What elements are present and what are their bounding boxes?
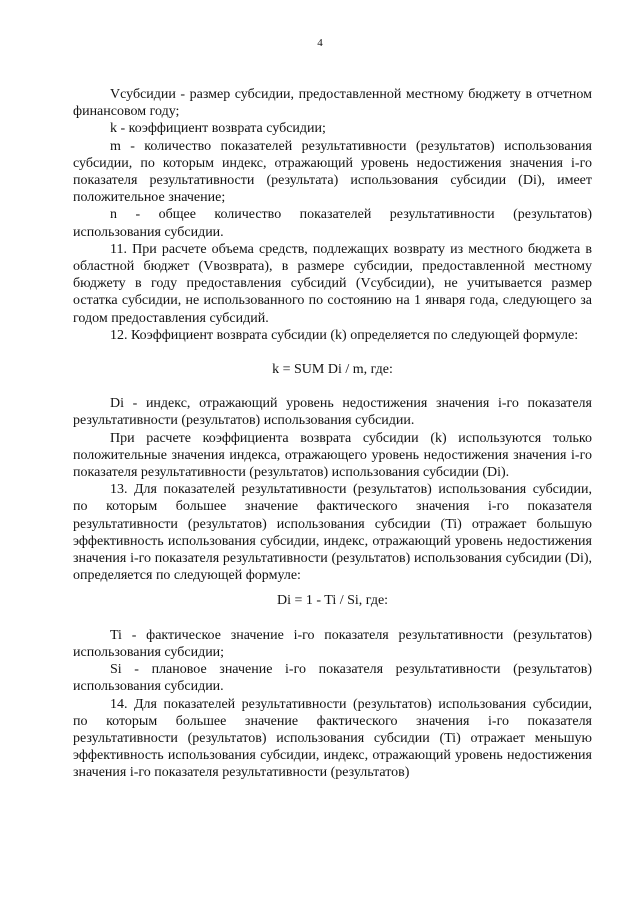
paragraph-k: k - коэффициент возврата субсидии;: [110, 121, 326, 137]
paragraph-m: m - количество показателей результативности (результатов) использования субсидии, по которым индекс, отражающий уровень недостижения значения i-го показателя результативности (результата) использования субсидии (Di), имеет положительное значение;: [73, 138, 592, 206]
formula-k: k = SUM Di / m, где:: [272, 362, 393, 378]
paragraph-si: Si - плановое значение i-го показателя результативности (результатов) использования субсидии.: [73, 662, 592, 695]
formula-di: Di = 1 - Ti / Si, где:: [276, 593, 389, 609]
document-body: [73, 86, 592, 782]
paragraph-14: 14. Для показателей результативности (результатов) использования субсидии, по которым большее значение фактического значения i-го показателя результативности (результатов) использования субсидии (Ti) отражает меньшую эффективность использования субсидии, индекс, отражающий уровень недостижения значения i-го показателя результативности (результатов): [73, 696, 592, 781]
paragraph-13: 13. Для показателей результативности (результатов) использования субсидии, по которым большее значение фактического значения i-го показателя результативности (результатов) использования субсидии (Ti) отражает большую эффективность использования субсидии, индекс, отражающий уровень недостижения значения i-го показателя результативности (результатов) использования субсидии (Di), определяется по следующей формуле:: [73, 482, 592, 584]
paragraph-11: 11. При расчете объема средств, подлежащих возврату из местного бюджета в областной бюджет (Vвозврата), в размере субсидии, предоставленной местному бюджету в году предоставления субсидий (Vсубсидии), не учитывается размер остатка субсидии, не использованного по состоянию на 1 января года, следующего за годом предоставления субсидий.: [73, 241, 592, 326]
paragraph-12: 12. Коэффициент возврата субсидии (k) определяется по следующей формуле:: [110, 327, 579, 343]
paragraph-di-definition: Di - индекс, отражающий уровень недостижения значения i-го показателя результативности (результатов) использования субсидии.: [73, 396, 592, 429]
page-number: 4: [317, 37, 323, 49]
paragraph-k-calculation: При расчете коэффициента возврата субсидии (k) используются только положительные значения индекса, отражающего уровень недостижения значения i-го показателя результативности (результатов) использования субсидии (Di).: [73, 430, 592, 481]
paragraph-ti: Ti - фактическое значение i-го показателя результативности (результатов) использования субсидии;: [73, 627, 592, 660]
paragraph-n: n - общее количество показателей результативности (результатов) использования субсидии.: [73, 207, 592, 240]
paragraph-vsubsidii: Vсубсидии - размер субсидии, предоставленной местному бюджету в отчетном финансовом году;: [73, 87, 592, 120]
